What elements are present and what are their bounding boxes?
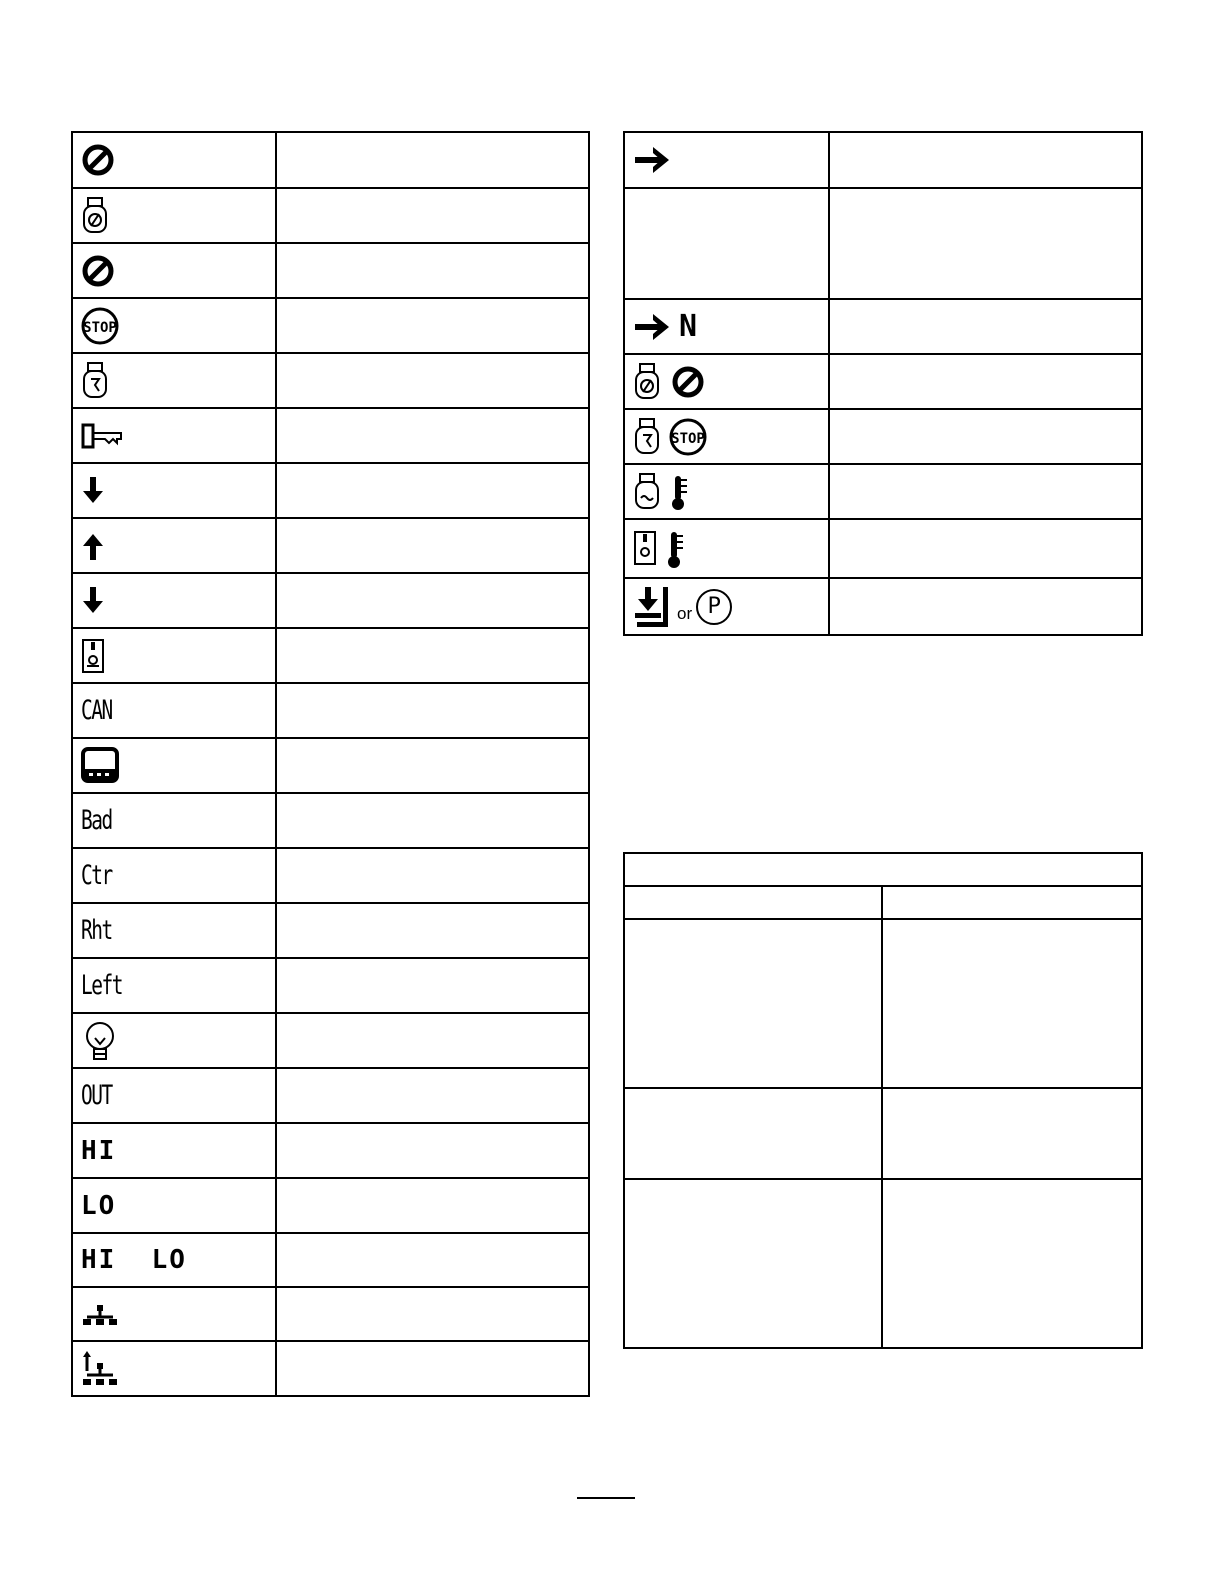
description-cell: [276, 848, 589, 903]
table-row: [624, 354, 1142, 409]
symbol-cell-content: [73, 860, 275, 891]
left-symbol-table: [71, 131, 590, 1397]
description-cell: [829, 519, 1142, 578]
table-row: [72, 353, 589, 408]
symbol-cell-content: [73, 1020, 275, 1062]
table-cell: [624, 1088, 882, 1179]
symbol-text: Left: [81, 970, 123, 1001]
symbol-cell: [72, 903, 276, 958]
description-cell: [276, 683, 589, 738]
symbol-cell-content: [625, 528, 828, 570]
table-row: [624, 188, 1142, 299]
symbol-cell-content: [73, 636, 275, 676]
symbol-cell-content: [73, 1080, 275, 1111]
symbol-cell-content: [73, 970, 275, 1001]
table-cell: [624, 1179, 882, 1348]
table-row: [72, 1068, 589, 1123]
symbol-cell-content: [625, 362, 828, 402]
table-row: [72, 958, 589, 1013]
bottom-table: [623, 852, 1143, 1349]
symbol-cell-content: [73, 475, 275, 507]
description-cell: [276, 1178, 589, 1233]
table-row: [72, 1123, 589, 1178]
symbol-cell: [72, 518, 276, 573]
symbol-cell: [72, 628, 276, 683]
bottom-table-title: [624, 853, 1142, 886]
engine-start-icon: [81, 196, 111, 236]
symbol-cell-content: [625, 585, 828, 629]
arrow-down-icon: [81, 585, 105, 617]
bottom-table-header-1: [624, 886, 882, 919]
symbol-cell: [72, 573, 276, 628]
bottom-table-header-2: [882, 886, 1142, 919]
parking-brake-pedal-icon: [633, 585, 673, 629]
description-cell: [829, 409, 1142, 464]
symbol-cell-content: [73, 421, 275, 451]
display-icon: [81, 747, 121, 785]
symbol-text: HI: [81, 1135, 117, 1166]
network-icon: [81, 1299, 119, 1329]
table-row: [72, 463, 589, 518]
symbol-cell: [72, 1341, 276, 1396]
description-cell: [276, 353, 589, 408]
table-row: [624, 1088, 1142, 1179]
symbol-cell-content: [625, 472, 828, 512]
table-row: [624, 299, 1142, 354]
table-cell: [882, 1088, 1142, 1179]
description-cell: [829, 464, 1142, 519]
symbol-cell: [72, 408, 276, 463]
light-bulb-icon: [81, 1020, 119, 1062]
description-cell: [276, 793, 589, 848]
symbol-cell: [624, 354, 829, 409]
symbol-cell-content: [73, 747, 275, 785]
table-row: [72, 1233, 589, 1287]
parking-p-text: P: [707, 594, 721, 619]
symbol-cell: [624, 188, 829, 299]
symbol-cell: [624, 409, 829, 464]
description-cell: [829, 354, 1142, 409]
symbol-cell: [624, 464, 829, 519]
description-cell: [829, 578, 1142, 635]
symbol-cell: [72, 243, 276, 298]
table-row: [72, 573, 589, 628]
table-row: [624, 464, 1142, 519]
symbol-cell: [72, 848, 276, 903]
symbol-cell-content: [73, 361, 275, 401]
symbol-cell: [72, 738, 276, 793]
symbol-cell-content: [73, 1349, 275, 1389]
description-cell: [276, 958, 589, 1013]
table-row: [72, 298, 589, 353]
description-cell: [276, 573, 589, 628]
description-cell: [829, 299, 1142, 354]
symbol-cell-content: [73, 143, 275, 177]
prohibited-icon: [671, 365, 705, 399]
svg-text:STOP: STOP: [83, 319, 117, 336]
prohibited-icon: [81, 143, 115, 177]
description-cell: [276, 1287, 589, 1341]
symbol-cell-content: [625, 309, 828, 344]
description-cell: [829, 132, 1142, 188]
bottom-table-header-row: [624, 886, 1142, 919]
symbol-cell-content: [73, 530, 275, 562]
engine-stop-icon: [633, 417, 663, 457]
arrow-up-icon: [81, 530, 105, 562]
seat-temperature-icon: [633, 528, 695, 570]
arrow-down-icon: [81, 475, 105, 507]
symbol-cell: [72, 1233, 276, 1287]
table-row: [72, 1178, 589, 1233]
key-icon: [81, 421, 125, 451]
table-row: [72, 738, 589, 793]
description-cell: [276, 738, 589, 793]
engine-temperature-icon: [633, 472, 695, 512]
arrow-right-icon: [633, 143, 673, 177]
description-cell: [276, 243, 589, 298]
or-text: or: [677, 603, 693, 623]
table-row: [72, 243, 589, 298]
description-cell: [276, 298, 589, 353]
prohibited-icon: [81, 254, 115, 288]
symbol-cell: [72, 1123, 276, 1178]
table-row: [624, 132, 1142, 188]
description-cell: [276, 628, 589, 683]
table-row: [72, 408, 589, 463]
symbol-cell: [72, 958, 276, 1013]
symbol-text: Rht: [81, 915, 112, 946]
table-row: [72, 188, 589, 243]
table-row: [624, 409, 1142, 464]
table-row: [624, 519, 1142, 578]
table-row: [72, 1287, 589, 1341]
symbol-cell: [72, 793, 276, 848]
symbol-text: OUT: [81, 1080, 112, 1111]
stop-icon: [669, 417, 709, 457]
symbol-cell-content: [73, 695, 275, 726]
description-cell: [276, 903, 589, 958]
symbol-cell-content: [73, 306, 275, 346]
table-row: [624, 919, 1142, 1088]
symbol-cell: [624, 299, 829, 354]
bottom-table-title-row: [624, 853, 1142, 886]
table-row: [72, 903, 589, 958]
parking-p-icon: [696, 589, 732, 625]
symbol-cell-content: [73, 1136, 275, 1166]
engine-start-icon: [633, 362, 663, 402]
symbol-cell-content: [73, 585, 275, 617]
symbol-cell-content: [73, 1299, 275, 1329]
symbol-cell: [72, 1068, 276, 1123]
symbol-cell: [72, 298, 276, 353]
symbol-cell: [72, 683, 276, 738]
table-row: [624, 1179, 1142, 1348]
table-row: [72, 1341, 589, 1396]
description-cell: [276, 518, 589, 573]
symbol-cell-content: [625, 143, 828, 177]
description-cell: [276, 1013, 589, 1068]
arrow-right-icon: [633, 310, 673, 344]
symbol-text: HI LO: [81, 1245, 187, 1275]
network-up-icon: [81, 1349, 119, 1389]
page-number-rule: [577, 1497, 635, 1499]
symbol-cell: [72, 132, 276, 188]
symbol-cell: [624, 578, 829, 635]
table-cell: [882, 1179, 1142, 1348]
symbol-cell: [624, 132, 829, 188]
symbol-text: Ctr: [81, 860, 112, 891]
description-cell: [276, 463, 589, 518]
table-cell: [882, 919, 1142, 1088]
table-row: [72, 132, 589, 188]
description-cell: [276, 1341, 589, 1396]
table-row: [72, 518, 589, 573]
symbol-cell-content: [625, 417, 828, 457]
description-cell: [276, 132, 589, 188]
description-cell: [276, 408, 589, 463]
symbol-text: CAN: [81, 695, 112, 726]
table-cell: [624, 919, 882, 1088]
symbol-cell: [72, 463, 276, 518]
symbol-cell: [624, 519, 829, 578]
svg-text:STOP: STOP: [671, 430, 705, 447]
engine-stop-icon: [81, 361, 111, 401]
neutral-n-text: N: [679, 309, 700, 344]
description-cell: [829, 188, 1142, 299]
table-row: [72, 628, 589, 683]
description-cell: [276, 1068, 589, 1123]
symbol-cell-content: [73, 915, 275, 946]
symbol-cell-content: [73, 254, 275, 288]
symbol-cell-content: [73, 1191, 275, 1221]
description-cell: [276, 188, 589, 243]
table-row: [624, 578, 1142, 635]
symbol-cell-content: [73, 196, 275, 236]
symbol-cell: [72, 1178, 276, 1233]
table-row: [72, 1013, 589, 1068]
symbol-cell: [72, 1013, 276, 1068]
symbol-cell: [72, 188, 276, 243]
symbol-cell-content: [73, 805, 275, 836]
stop-icon: [81, 306, 121, 346]
table-row: [72, 683, 589, 738]
description-cell: [276, 1123, 589, 1178]
symbol-text: LO: [81, 1190, 117, 1221]
symbol-cell: [72, 1287, 276, 1341]
symbol-cell-content: [73, 1245, 275, 1275]
symbol-text: Bad: [81, 805, 112, 836]
description-cell: [276, 1233, 589, 1287]
operator-seat-icon: [81, 636, 107, 676]
symbol-cell: [72, 353, 276, 408]
table-row: [72, 848, 589, 903]
table-row: [72, 793, 589, 848]
right-symbol-table: [623, 131, 1143, 636]
